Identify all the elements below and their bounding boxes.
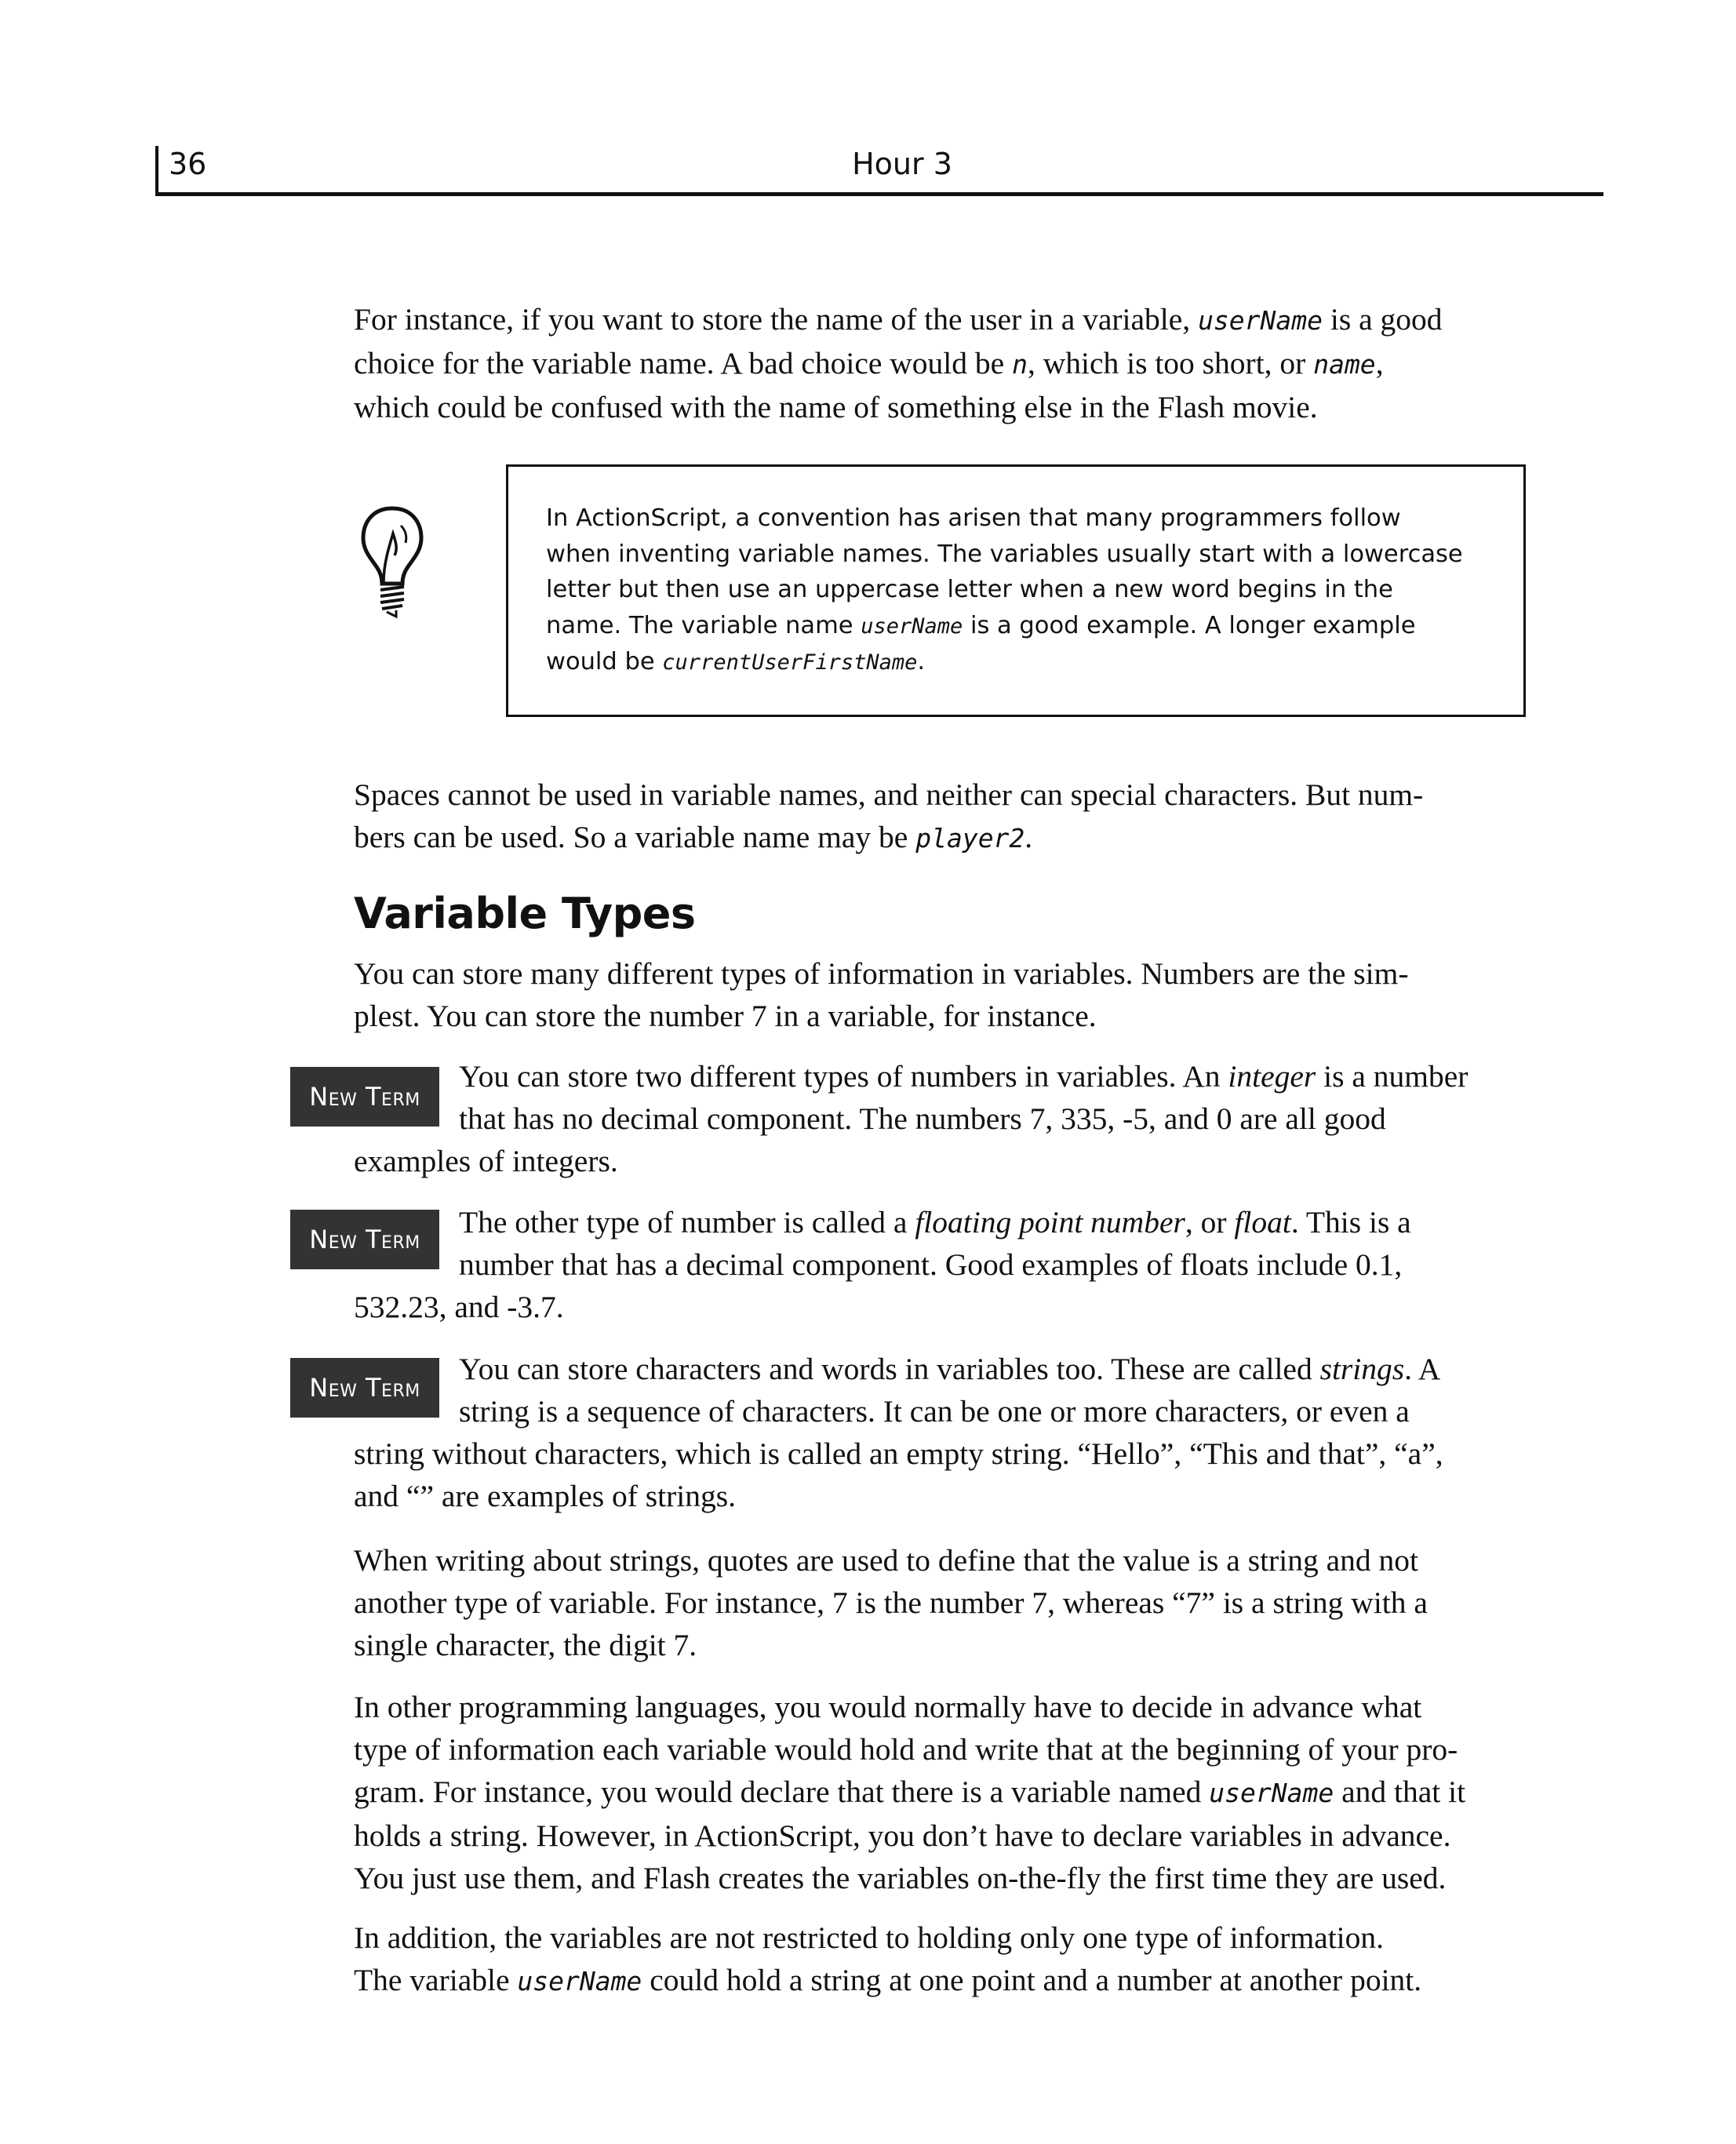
other-languages-paragraph [354,1686,1554,1899]
term-integer: integer [1228,1059,1316,1094]
tip-line: In ActionScript, a convention has arisen that many programmers follow [546,504,1401,532]
tip-line: would be currentUserFirstName. [546,648,926,675]
code-username: userName [517,1966,642,1997]
header-rule [155,192,1603,196]
code-currentuserfirstname: currentUserFirstName [662,650,918,675]
text-line: examples of integers. [354,1144,618,1178]
page-number: 36 [169,147,207,181]
tip-text [546,501,1511,681]
text-line: which could be confused with the name of something else in the Flash movie. [354,390,1318,424]
spaces-paragraph [354,774,1554,860]
header-left-rule [155,146,158,196]
text-line: When writing about strings, quotes are used to define that the value is a string and not [354,1543,1418,1578]
text-line: bers can be used. So a variable name may be player2. [354,820,1033,854]
tip-line: when inventing variable names. The variables usually start with a lowercase [546,540,1463,568]
text-line: gram. For instance, you would declare that there is a variable named userName and that it [354,1775,1466,1809]
text-line: In addition, the variables are not restricted to holding only one type of information. [354,1920,1385,1955]
tip-line: letter but then use an uppercase letter when a new word begins in the [546,576,1393,603]
text-line: and “” are examples of strings. [354,1479,736,1513]
term-float-paragraph [354,1201,1554,1328]
addition-paragraph [354,1916,1554,2003]
text-line: string is a sequence of characters. It can be one or more characters, or even a [459,1394,1410,1429]
section-heading: Variable Types [354,889,696,938]
text-line: The variable userName could hold a string at one point and a number at another point. [354,1963,1422,1997]
new-term-badge: New Term [290,1067,439,1127]
code-n: n [1012,349,1028,380]
text-line: You can store many different types of information in variables. Numbers are the sim- [354,956,1409,991]
code-username: userName [1209,1778,1334,1808]
tip-line: name. The variable name userName is a good example. A longer example [546,611,1416,639]
new-term-badge: New Term [290,1210,439,1269]
text-line: number that has a decimal component. Good examples of floats include 0.1, [459,1247,1403,1282]
text-line: that has no decimal component. The numbers 7, 335, -5, and 0 are all good [459,1101,1386,1136]
lightbulb-icon [357,502,428,620]
text-line: You just use them, and Flash creates the variables on-the-fly the first time they are used. [354,1861,1447,1895]
text-line: You can store characters and words in variables too. These are called strings. A [459,1352,1441,1386]
code-name: name [1313,349,1376,380]
types-intro-paragraph [354,952,1554,1037]
term-strings-paragraph [354,1348,1554,1517]
text-line: another type of variable. For instance, 7 is the number 7, whereas “7” is a string with a [354,1585,1428,1620]
text-line: type of information each variable would hold and write that at the beginning of your pro- [354,1732,1458,1767]
term-strings: strings [1319,1352,1405,1386]
text-line: single character, the digit 7. [354,1628,697,1662]
text-line: 532.23, and -3.7. [354,1290,564,1324]
text-line: For instance, if you want to store the name of the user in a variable, userName is a good [354,302,1443,337]
new-term-badge: New Term [290,1358,439,1418]
term-integer-paragraph [354,1055,1554,1182]
text-line: In other programming languages, you would normally have to decide in advance what [354,1690,1422,1724]
intro-paragraph [354,298,1554,428]
code-player2: player2 [915,823,1025,854]
code-username: userName [1198,305,1323,336]
text-line: holds a string. However, in ActionScript, you don’t have to declare variables in advance. [354,1818,1451,1853]
running-head: Hour 3 [852,147,952,181]
text-line: choice for the variable name. A bad choice would be n, which is too short, or name, [354,346,1384,380]
term-floating-point: floating point number [915,1205,1185,1239]
text-line: plest. You can store the number 7 in a variable, for instance. [354,999,1097,1033]
text-line: You can store two different types of numbers in variables. An integer is a number [459,1059,1469,1094]
quotes-paragraph [354,1539,1554,1666]
text-line: string without characters, which is called an empty string. “Hello”, “This and that”, “a”, [354,1436,1443,1471]
code-username: userName [861,613,963,639]
term-float: float [1234,1205,1291,1239]
text-line: Spaces cannot be used in variable names, and neither can special characters. But num- [354,777,1424,812]
text-line: The other type of number is called a floating point number, or float. This is a [459,1205,1411,1239]
